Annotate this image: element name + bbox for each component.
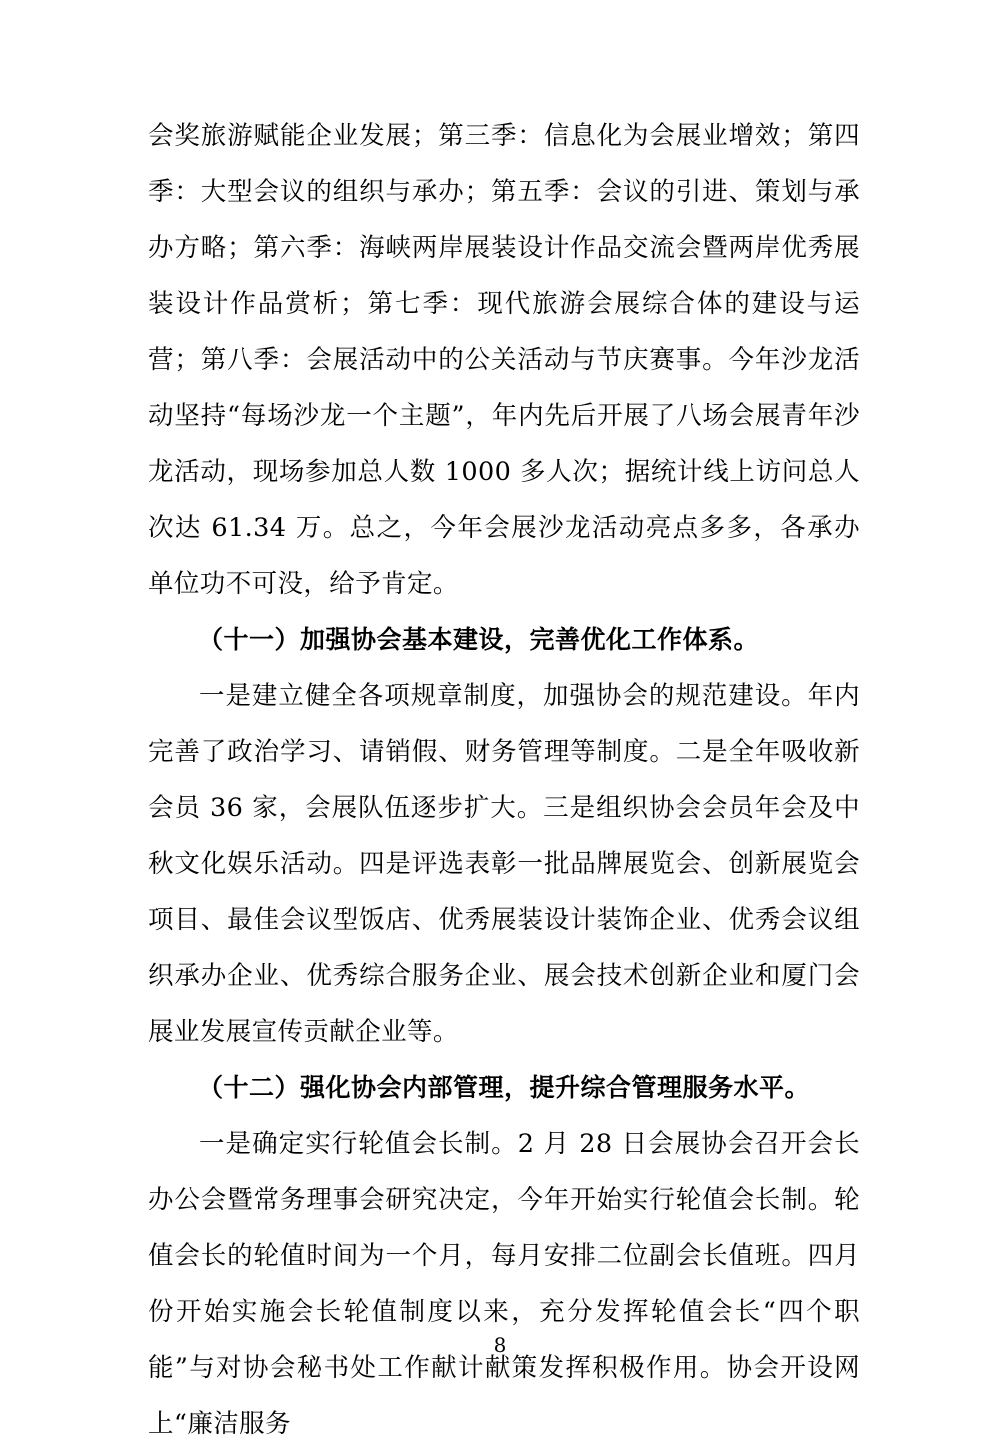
page-number: 8 [493,1333,507,1357]
paragraph-association-construction: 一是建立健全各项规章制度，加强协会的规范建设。年内完善了政治学习、请销假、财务管理等制度。二是全年吸收新会员 36 家，会展队伍逐步扩大。三是组织协会会员年会及中秋文化娱乐活动。四是评选表彰一批品牌展览会、创新展览会项目、最佳会议型饭店、优秀展装设计装饰企业、优秀会议组织承办企业、优秀综合服务企业、展会技术创新企业和厦门会展业发展宣传贡献企业等。 [148,681,860,1047]
paragraph-continuation: 会奖旅游赋能企业发展；第三季：信息化为会展业增效；第四季：大型会议的组织与承办；第五季：会议的引进、策划与承办方略；第六季：海峡两岸展装设计作品交流会暨两岸优秀展装设计作品赏析；第七季：现代旅游会展综合体的建设与运营；第八季：会展活动中的公关活动与节庆赛事。今年沙龙活动坚持“每场沙龙一个主题”，年内先后开展了八场会展青年沙龙活动，现场参加总人数 1000 多人次；据统计线上访问总人次达 61.34 万。总之，今年会展沙龙活动亮点多多，各承办单位功不可没，给予肯定。 [148,121,860,599]
paragraph-internal-management: 一是确定实行轮值会长制。2 月 28 日会展协会召开会长办公会暨常务理事会研究决定，今年开始实行轮值会长制。轮值会长的轮值时间为一个月，每月安排二位副会长值班。四月份开始实施会长轮值制度以来，充分发挥轮值会长“四个职能”与对协会秘书处工作献计献策发挥积极作用。协会开设网上“廉洁服务 [148,1129,860,1439]
section-heading-eleven: （十一）加强协会基本建设，完善优化工作体系。 [198,625,760,654]
section-heading-twelve: （十二）强化协会内部管理，提升综合管理服务水平。 [198,1073,811,1102]
document-body [148,108,860,1452]
